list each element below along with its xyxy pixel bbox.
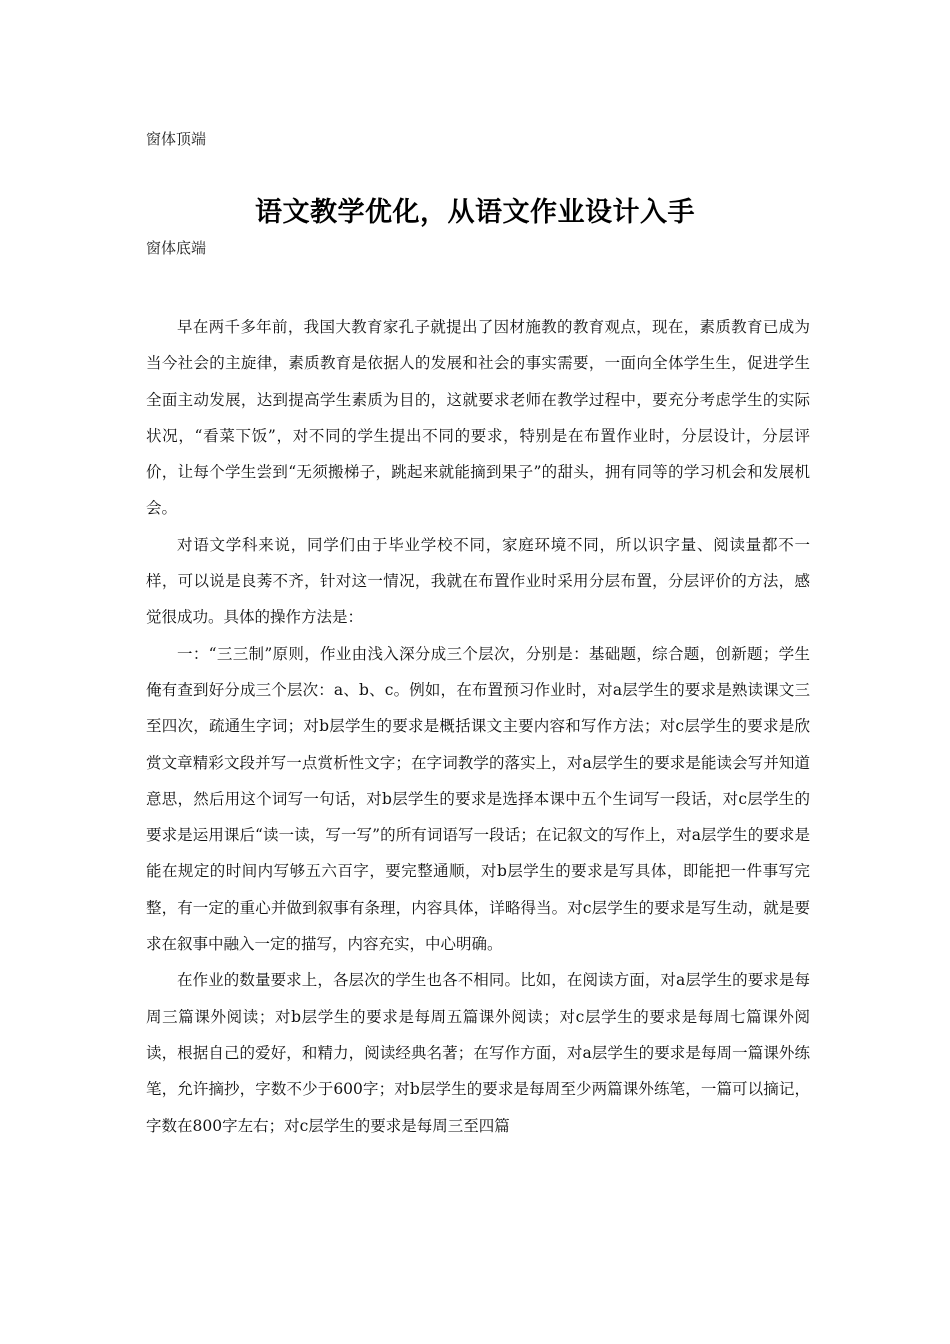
article-title: 语文教学优化，从语文作业设计入手: [255, 197, 695, 229]
paragraph-intro: 早在两千多年前，我国大教育家孔子就提出了因材施教的教育观点，现在，素质教育已成为当今社会的主旋律，素质教育是依据人的发展和社会的事实需要，一面向全体学生生，促进学生全面主动发展，达到提高学生素质为目的，这就要求老师在教学过程中，要充分考虑学生的实际状况，“看菜下饭”，对不同的学生提出不同的要求，特别是在布置作业时，分层设计，分层评价，让每个学生尝到“无须搬梯子，跳起来就能摘到果子”的甜头，拥有同等的学习机会和发展机会。: [146, 318, 810, 518]
paragraph-quantity: 在作业的数量要求上，各层次的学生也各不相同。比如，在阅读方面，对a层学生的要求是每周三篇课外阅读；对b层学生的要求是每周五篇课外阅读；对c层学生的要求是每周七篇课外阅读，根据自己的爱好，和精力，阅读经典名著；在写作方面，对a层学生的要求是每周一篇课外练笔，允许摘抄，字数不少于600字；对b层学生的要求是每周至少两篇课外练笔，一篇可以摘记，字数在800字左右；对c层学生的要求是每周三至四篇: [146, 971, 810, 1135]
paragraph-method-one: 一：“三三制”原则，作业由浅入深分成三个层次，分别是：基础题，综合题，创新题；学生俺有查到好分成三个层次：a、b、c。例如，在布置预习作业时，对a层学生的要求是熟读课文三至四次，疏通生字词；对b层学生的要求是概括课文主要内容和写作方法；对c层学生的要求是欣赏文章精彩文段并写一点赏析性文字；在字词教学的落实上，对a层学生的要求是能读会写并知道意思，然后用这个词写一句话，对b层学生的要求是选择本课中五个生词写一段话，对c层学生的要求是运用课后“读一读，写一写”的所有词语写一段话；在记叙文的写作上，对a层学生的要求是能在规定的时间内写够五六百字，要完整通顺，对b层学生的要求是写具体，即能把一件事写完整，有一定的重心并做到叙事有条理，内容具体，详略得当。对c层学生的要求是写生动，就是要求在叙事中融入一定的描写，内容充实，中心明确。: [146, 644, 810, 954]
form-bottom-marker: 窗体底端: [146, 239, 207, 257]
paragraph-context: 对语文学科来说，同学们由于毕业学校不同，家庭环境不同，所以识字量、阅读量都不一样，可以说是良莠不齐，针对这一情况，我就在布置作业时采用分层布置，分层评价的方法，感觉很成功。具体的操作方法是：: [146, 535, 810, 627]
article-body: [146, 309, 810, 1144]
form-top-marker: 窗体顶端: [146, 130, 207, 148]
